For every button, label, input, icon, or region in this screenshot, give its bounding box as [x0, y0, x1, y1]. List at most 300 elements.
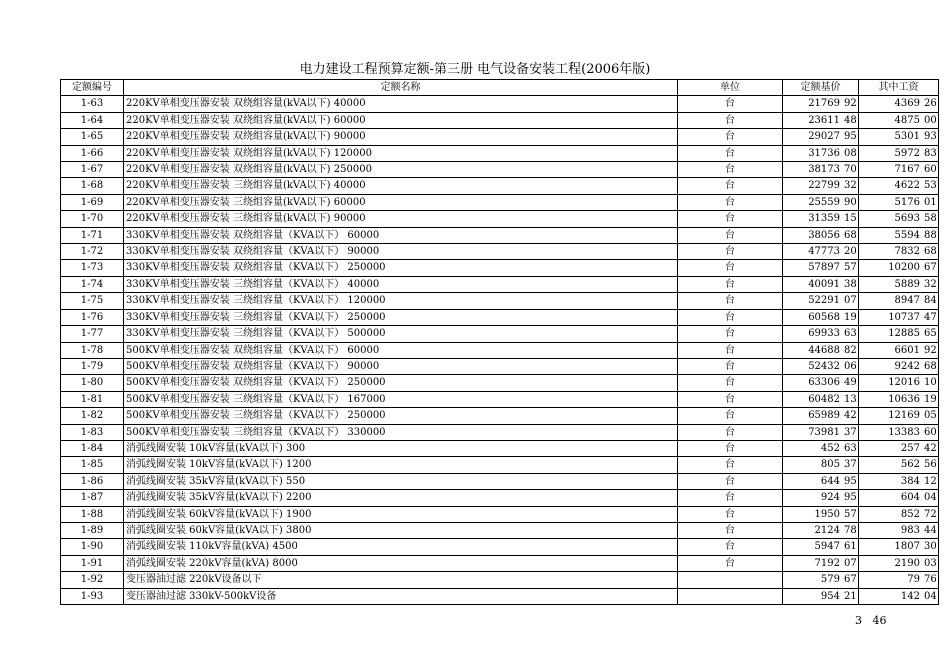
- cell-base-price: [783, 539, 859, 555]
- cell-labor: [859, 555, 939, 571]
- cell-code: 1-85: [61, 457, 124, 473]
- cell-base-price: [783, 408, 859, 424]
- labor-integer: 5594: [894, 229, 920, 241]
- cell-unit: 台: [678, 162, 783, 178]
- base-price-decimal: 95: [844, 492, 857, 504]
- labor-integer: 8947: [894, 295, 920, 307]
- labor-integer: 10636: [888, 393, 920, 405]
- base-price-integer: 7192: [814, 557, 840, 569]
- quota-table: [60, 79, 939, 605]
- labor-decimal: 32: [924, 278, 937, 290]
- cell-base-price: [783, 424, 859, 440]
- cell-code: 1-90: [61, 539, 124, 555]
- base-price-integer: 52432: [808, 360, 840, 372]
- cell-labor: [859, 506, 939, 522]
- base-price-integer: 38056: [808, 229, 840, 241]
- labor-integer: 4622: [894, 180, 920, 192]
- labor-decimal: 04: [924, 492, 937, 504]
- cell-base-price: [783, 358, 859, 374]
- base-price-decimal: 38: [844, 278, 857, 290]
- cell-labor: [859, 391, 939, 407]
- base-price-integer: 63306: [808, 377, 840, 389]
- cell-code: 1-70: [61, 211, 124, 227]
- labor-decimal: 65: [924, 328, 937, 340]
- table-row: [61, 342, 939, 358]
- cell-unit: 台: [678, 260, 783, 276]
- labor-decimal: 72: [924, 508, 937, 520]
- cell-unit: 台: [678, 309, 783, 325]
- cell-code: 1-84: [61, 440, 124, 456]
- cell-base-price: [783, 227, 859, 243]
- cell-name: 变压器油过滤 220kV设备以下: [124, 572, 678, 588]
- header-labor: 其中工资: [859, 80, 939, 96]
- cell-code: 1-86: [61, 473, 124, 489]
- labor-decimal: 58: [924, 213, 937, 225]
- base-price-decimal: 70: [844, 164, 857, 176]
- cell-labor: [859, 227, 939, 243]
- cell-name: 500KV单相变压器安装 双绕组容量（KVA以下） 90000: [124, 358, 678, 374]
- cell-unit: [678, 572, 783, 588]
- table-row: [61, 211, 939, 227]
- table-row: [61, 522, 939, 538]
- cell-name: 220KV单相变压器安装 三绕组容量(kVA以下) 90000: [124, 211, 678, 227]
- labor-decimal: 04: [924, 590, 937, 602]
- labor-decimal: 44: [924, 524, 937, 536]
- cell-code: 1-73: [61, 260, 124, 276]
- cell-name: 220KV单相变压器安装 双绕组容量(kVA以下) 40000: [124, 96, 678, 112]
- table-row: [61, 473, 939, 489]
- table-row: [61, 194, 939, 210]
- table-row: [61, 162, 939, 178]
- cell-code: 1-69: [61, 194, 124, 210]
- table-row: [61, 457, 939, 473]
- table-row: [61, 309, 939, 325]
- cell-code: 1-83: [61, 424, 124, 440]
- labor-integer: 12169: [888, 410, 920, 422]
- cell-base-price: [783, 375, 859, 391]
- base-price-integer: 805: [820, 459, 840, 471]
- labor-integer: 384: [900, 475, 920, 487]
- labor-decimal: 88: [924, 229, 937, 241]
- base-price-integer: 60568: [808, 311, 840, 323]
- cell-labor: [859, 260, 939, 276]
- cell-code: 1-91: [61, 555, 124, 571]
- base-price-decimal: 37: [844, 459, 857, 471]
- base-price-integer: 5947: [814, 541, 840, 553]
- cell-base-price: [783, 473, 859, 489]
- labor-integer: 7832: [894, 246, 920, 258]
- cell-name: 220KV单相变压器安装 三绕组容量(kVA以下) 60000: [124, 194, 678, 210]
- base-price-decimal: 13: [844, 393, 857, 405]
- cell-labor: [859, 522, 939, 538]
- labor-integer: 562: [900, 459, 920, 471]
- table-row: [61, 96, 939, 112]
- base-price-decimal: 48: [844, 114, 857, 126]
- table-row: [61, 145, 939, 161]
- labor-integer: 5693: [894, 213, 920, 225]
- cell-code: 1-64: [61, 112, 124, 128]
- cell-unit: 台: [678, 539, 783, 555]
- labor-integer: 2190: [894, 557, 920, 569]
- page-section: 3: [855, 614, 862, 627]
- base-price-decimal: 06: [844, 360, 857, 372]
- base-price-decimal: 63: [844, 328, 857, 340]
- cell-base-price: [783, 211, 859, 227]
- cell-labor: [859, 375, 939, 391]
- base-price-integer: 1950: [814, 508, 840, 520]
- base-price-decimal: 61: [844, 541, 857, 553]
- table-body: [61, 96, 939, 605]
- table-row: [61, 588, 939, 604]
- labor-decimal: 68: [924, 360, 937, 372]
- labor-decimal: 76: [924, 574, 937, 586]
- cell-name: 220KV单相变压器安装 双绕组容量(kVA以下) 60000: [124, 112, 678, 128]
- base-price-integer: 57897: [808, 262, 840, 274]
- base-price-decimal: 67: [844, 574, 857, 586]
- cell-labor: [859, 162, 939, 178]
- labor-integer: 10200: [888, 262, 920, 274]
- base-price-decimal: 07: [844, 557, 857, 569]
- base-price-decimal: 07: [844, 295, 857, 307]
- base-price-integer: 924: [820, 492, 840, 504]
- base-price-integer: 22799: [808, 180, 840, 192]
- base-price-integer: 52291: [808, 295, 840, 307]
- base-price-integer: 954: [820, 590, 840, 602]
- cell-unit: 台: [678, 473, 783, 489]
- labor-decimal: 60: [924, 426, 937, 438]
- labor-decimal: 47: [924, 311, 937, 323]
- header-name: 定额名称: [124, 80, 678, 96]
- cell-labor: [859, 309, 939, 325]
- labor-integer: 5176: [894, 196, 920, 208]
- base-price-integer: 31736: [808, 147, 840, 159]
- labor-integer: 12885: [888, 328, 920, 340]
- base-price-decimal: 20: [844, 246, 857, 258]
- cell-base-price: [783, 391, 859, 407]
- cell-base-price: [783, 96, 859, 112]
- labor-integer: 12016: [888, 377, 920, 389]
- cell-code: 1-65: [61, 129, 124, 145]
- table-row: [61, 408, 939, 424]
- cell-name: 消弧线圈安装 60kV容量(kVA以下) 1900: [124, 506, 678, 522]
- labor-decimal: 00: [924, 114, 937, 126]
- cell-name: 消弧线圈安装 60kV容量(kVA以下) 3800: [124, 522, 678, 538]
- base-price-decimal: 32: [844, 180, 857, 192]
- cell-labor: [859, 408, 939, 424]
- cell-base-price: [783, 145, 859, 161]
- cell-labor: [859, 178, 939, 194]
- cell-name: 330KV单相变压器安装 三绕组容量（KVA以下） 40000: [124, 276, 678, 292]
- labor-integer: 5972: [894, 147, 920, 159]
- table-row: [61, 358, 939, 374]
- base-price-decimal: 92: [844, 98, 857, 110]
- base-price-integer: 21769: [808, 98, 840, 110]
- cell-name: 220KV单相变压器安装 双绕组容量(kVA以下) 90000: [124, 129, 678, 145]
- cell-code: 1-89: [61, 522, 124, 538]
- base-price-integer: 44688: [808, 344, 840, 356]
- labor-decimal: 56: [924, 459, 937, 471]
- cell-code: 1-92: [61, 572, 124, 588]
- cell-unit: 台: [678, 506, 783, 522]
- base-price-integer: 31359: [808, 213, 840, 225]
- cell-code: 1-81: [61, 391, 124, 407]
- cell-labor: [859, 244, 939, 260]
- table-row: [61, 440, 939, 456]
- labor-decimal: 30: [924, 541, 937, 553]
- table-row: [61, 129, 939, 145]
- cell-labor: [859, 424, 939, 440]
- cell-code: 1-76: [61, 309, 124, 325]
- cell-unit: 台: [678, 227, 783, 243]
- cell-base-price: [783, 244, 859, 260]
- labor-integer: 142: [900, 590, 920, 602]
- table-row: [61, 227, 939, 243]
- cell-code: 1-72: [61, 244, 124, 260]
- labor-integer: 257: [900, 442, 920, 454]
- cell-base-price: [783, 260, 859, 276]
- cell-unit: 台: [678, 457, 783, 473]
- labor-decimal: 05: [924, 410, 937, 422]
- cell-code: 1-93: [61, 588, 124, 604]
- base-price-integer: 65989: [808, 410, 840, 422]
- base-price-integer: 47773: [808, 246, 840, 258]
- cell-code: 1-82: [61, 408, 124, 424]
- labor-integer: 5301: [894, 131, 920, 143]
- base-price-integer: 40091: [808, 278, 840, 290]
- cell-unit: 台: [678, 522, 783, 538]
- labor-integer: 6601: [894, 344, 920, 356]
- cell-unit: 台: [678, 408, 783, 424]
- cell-base-price: [783, 342, 859, 358]
- table-row: [61, 539, 939, 555]
- cell-unit: 台: [678, 490, 783, 506]
- cell-labor: [859, 490, 939, 506]
- base-price-decimal: 37: [844, 426, 857, 438]
- table-row: [61, 391, 939, 407]
- base-price-integer: 23611: [808, 114, 840, 126]
- base-price-decimal: 49: [844, 377, 857, 389]
- base-price-decimal: 21: [844, 590, 857, 602]
- cell-labor: [859, 358, 939, 374]
- labor-decimal: 01: [924, 196, 937, 208]
- base-price-integer: 60482: [808, 393, 840, 405]
- cell-name: 消弧线圈安装 110kV容量(kVA) 4500: [124, 539, 678, 555]
- cell-base-price: [783, 506, 859, 522]
- cell-code: 1-67: [61, 162, 124, 178]
- cell-unit: 台: [678, 194, 783, 210]
- cell-labor: [859, 145, 939, 161]
- base-price-decimal: 57: [844, 508, 857, 520]
- base-price-integer: 452: [820, 442, 840, 454]
- cell-name: 500KV单相变压器安装 三绕组容量（KVA以下） 330000: [124, 424, 678, 440]
- base-price-integer: 644: [820, 475, 840, 487]
- cell-name: 消弧线圈安装 10kV容量(kVA以下) 1200: [124, 457, 678, 473]
- labor-integer: 13383: [888, 426, 920, 438]
- cell-base-price: [783, 293, 859, 309]
- cell-base-price: [783, 440, 859, 456]
- cell-base-price: [783, 162, 859, 178]
- cell-name: 500KV单相变压器安装 双绕组容量（KVA以下） 250000: [124, 375, 678, 391]
- cell-code: 1-88: [61, 506, 124, 522]
- cell-base-price: [783, 129, 859, 145]
- cell-name: 330KV单相变压器安装 双绕组容量（KVA以下） 250000: [124, 260, 678, 276]
- base-price-decimal: 68: [844, 229, 857, 241]
- cell-base-price: [783, 309, 859, 325]
- cell-code: 1-77: [61, 326, 124, 342]
- cell-unit: 台: [678, 326, 783, 342]
- cell-labor: [859, 112, 939, 128]
- cell-unit: 台: [678, 178, 783, 194]
- cell-unit: 台: [678, 293, 783, 309]
- cell-name: 330KV单相变压器安装 三绕组容量（KVA以下） 120000: [124, 293, 678, 309]
- cell-unit: 台: [678, 129, 783, 145]
- base-price-decimal: 82: [844, 344, 857, 356]
- cell-name: 消弧线圈安装 35kV容量(kVA以下) 2200: [124, 490, 678, 506]
- cell-name: 变压器油过滤 330kV-500kV设备: [124, 588, 678, 604]
- cell-unit: 台: [678, 375, 783, 391]
- page-num: 46: [872, 614, 887, 627]
- table-row: [61, 293, 939, 309]
- cell-labor: [859, 457, 939, 473]
- base-price-decimal: 78: [844, 524, 857, 536]
- base-price-decimal: 19: [844, 311, 857, 323]
- table-row: [61, 112, 939, 128]
- cell-unit: 台: [678, 440, 783, 456]
- cell-base-price: [783, 194, 859, 210]
- cell-name: 消弧线圈安装 220kV容量(kVA) 8000: [124, 555, 678, 571]
- base-price-integer: 29027: [808, 131, 840, 143]
- labor-decimal: 42: [924, 442, 937, 454]
- labor-integer: 1807: [894, 541, 920, 553]
- table-header-row: [61, 80, 939, 96]
- cell-name: 220KV单相变压器安装 双绕组容量(kVA以下) 250000: [124, 162, 678, 178]
- table-row: [61, 490, 939, 506]
- cell-labor: [859, 539, 939, 555]
- table-row: [61, 555, 939, 571]
- header-base-price: 定额基价: [783, 80, 859, 96]
- cell-base-price: [783, 276, 859, 292]
- cell-labor: [859, 96, 939, 112]
- labor-integer: 5889: [894, 278, 920, 290]
- labor-decimal: 68: [924, 246, 937, 258]
- cell-name: 220KV单相变压器安装 三绕组容量(kVA以下) 40000: [124, 178, 678, 194]
- labor-integer: 10737: [888, 311, 920, 323]
- table-row: [61, 326, 939, 342]
- cell-base-price: [783, 326, 859, 342]
- cell-unit: 台: [678, 342, 783, 358]
- cell-base-price: [783, 522, 859, 538]
- cell-unit: 台: [678, 424, 783, 440]
- cell-name: 500KV单相变压器安装 三绕组容量（KVA以下） 250000: [124, 408, 678, 424]
- cell-name: 500KV单相变压器安装 三绕组容量（KVA以下） 167000: [124, 391, 678, 407]
- cell-labor: [859, 276, 939, 292]
- cell-unit: 台: [678, 96, 783, 112]
- cell-name: 500KV单相变压器安装 双绕组容量（KVA以下） 60000: [124, 342, 678, 358]
- cell-code: 1-87: [61, 490, 124, 506]
- cell-labor: [859, 572, 939, 588]
- labor-decimal: 12: [924, 475, 937, 487]
- cell-unit: 台: [678, 555, 783, 571]
- cell-unit: 台: [678, 391, 783, 407]
- cell-labor: [859, 588, 939, 604]
- labor-decimal: 67: [924, 262, 937, 274]
- table-row: [61, 424, 939, 440]
- base-price-decimal: 95: [844, 131, 857, 143]
- cell-unit: 台: [678, 244, 783, 260]
- labor-integer: 7167: [894, 164, 920, 176]
- base-price-decimal: 42: [844, 410, 857, 422]
- labor-decimal: 84: [924, 295, 937, 307]
- cell-code: 1-68: [61, 178, 124, 194]
- cell-unit: 台: [678, 145, 783, 161]
- cell-name: 220KV单相变压器安装 双绕组容量(kVA以下) 120000: [124, 145, 678, 161]
- labor-decimal: 93: [924, 131, 937, 143]
- labor-decimal: 53: [924, 180, 937, 192]
- cell-code: 1-71: [61, 227, 124, 243]
- table-row: [61, 375, 939, 391]
- cell-unit: 台: [678, 112, 783, 128]
- cell-code: 1-75: [61, 293, 124, 309]
- cell-code: 1-74: [61, 276, 124, 292]
- table-row: [61, 276, 939, 292]
- labor-integer: 604: [900, 492, 920, 504]
- labor-decimal: 83: [924, 147, 937, 159]
- labor-integer: 79: [907, 574, 920, 586]
- cell-unit: [678, 588, 783, 604]
- base-price-integer: 2124: [814, 524, 840, 536]
- cell-labor: [859, 129, 939, 145]
- base-price-decimal: 15: [844, 213, 857, 225]
- base-price-decimal: 95: [844, 475, 857, 487]
- base-price-decimal: 08: [844, 147, 857, 159]
- cell-labor: [859, 342, 939, 358]
- cell-code: 1-78: [61, 342, 124, 358]
- labor-decimal: 26: [924, 98, 937, 110]
- cell-name: 消弧线圈安装 10kV容量(kVA以下) 300: [124, 440, 678, 456]
- cell-labor: [859, 473, 939, 489]
- labor-decimal: 60: [924, 164, 937, 176]
- cell-base-price: [783, 572, 859, 588]
- base-price-integer: 73981: [808, 426, 840, 438]
- cell-labor: [859, 440, 939, 456]
- cell-base-price: [783, 178, 859, 194]
- cell-name: 消弧线圈安装 35kV容量(kVA以下) 550: [124, 473, 678, 489]
- cell-base-price: [783, 112, 859, 128]
- base-price-integer: 25559: [808, 196, 840, 208]
- table-row: [61, 178, 939, 194]
- labor-decimal: 19: [924, 393, 937, 405]
- table-row: [61, 506, 939, 522]
- cell-name: 330KV单相变压器安装 双绕组容量（KVA以下） 60000: [124, 227, 678, 243]
- cell-base-price: [783, 490, 859, 506]
- cell-labor: [859, 194, 939, 210]
- labor-integer: 4369: [894, 98, 920, 110]
- cell-code: 1-80: [61, 375, 124, 391]
- cell-name: 330KV单相变压器安装 双绕组容量（KVA以下） 90000: [124, 244, 678, 260]
- cell-unit: 台: [678, 358, 783, 374]
- header-code: 定额编号: [61, 80, 124, 96]
- document-title: 电力建设工程预算定额-第三册 电气设备安装工程(2006年版): [299, 62, 651, 77]
- labor-integer: 983: [900, 524, 920, 536]
- labor-decimal: 92: [924, 344, 937, 356]
- cell-base-price: [783, 588, 859, 604]
- labor-decimal: 03: [924, 557, 937, 569]
- labor-integer: 9242: [894, 360, 920, 372]
- cell-code: 1-79: [61, 358, 124, 374]
- base-price-integer: 38173: [808, 164, 840, 176]
- cell-unit: 台: [678, 276, 783, 292]
- base-price-decimal: 90: [844, 196, 857, 208]
